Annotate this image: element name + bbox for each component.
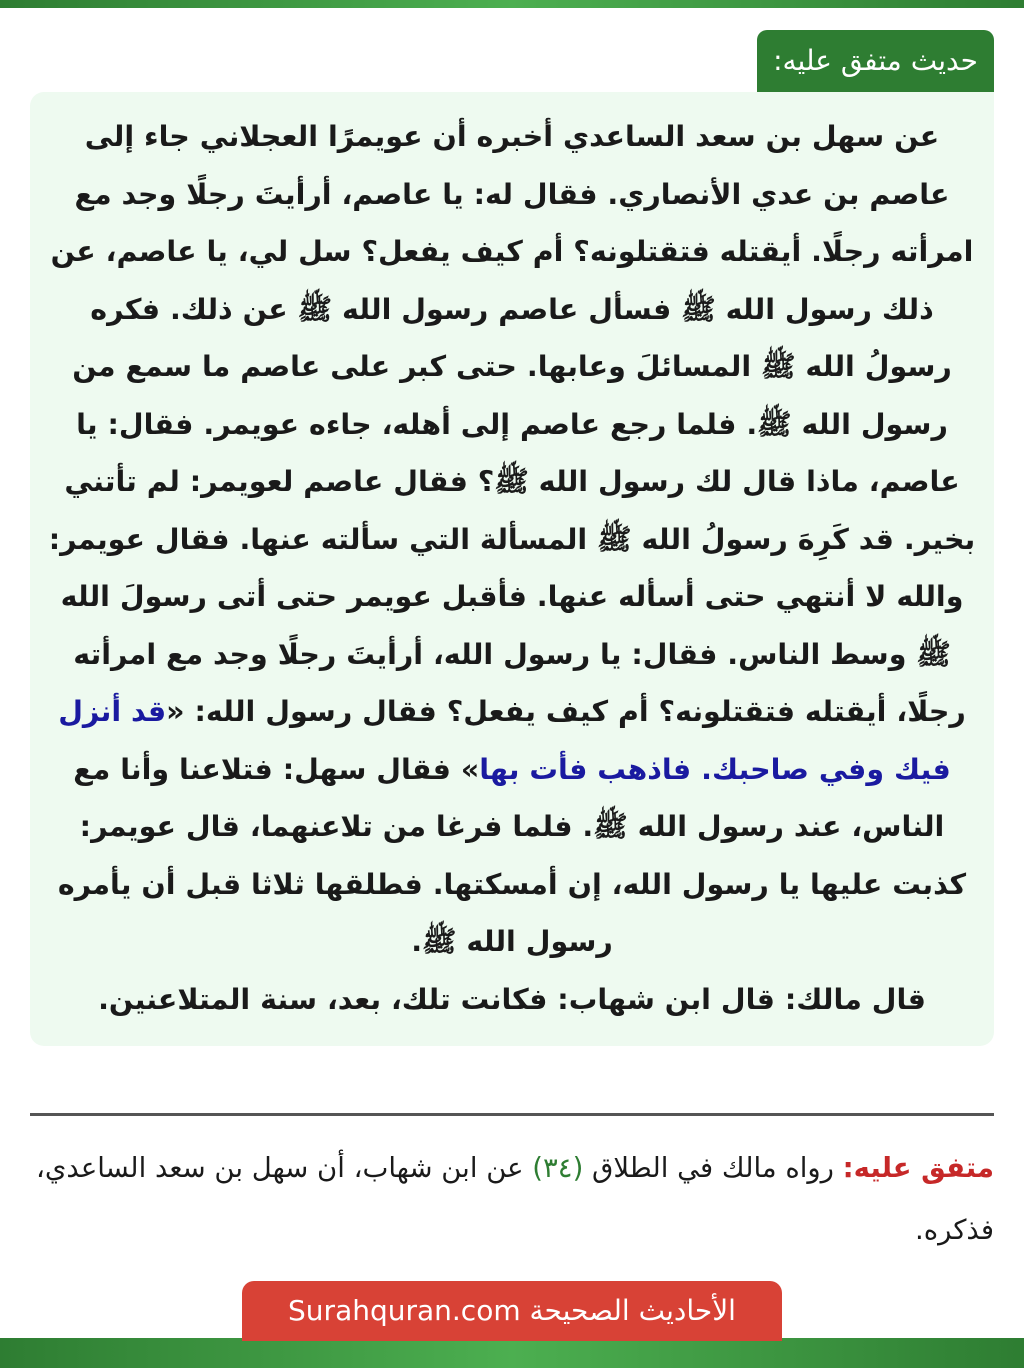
bottom-accent-bar: [0, 1338, 1024, 1368]
hadith-label: حديث متفق عليه:: [757, 30, 994, 92]
hadith-text: [48, 108, 976, 1028]
source-number: (٣٤): [532, 1152, 584, 1184]
hadith-box: [30, 92, 994, 1046]
top-accent-bar: [0, 0, 1024, 8]
hadith-text-part2: » فقال سهل: فتلاعنا وأنا مع الناس، عند رسول الله ﷺ. فلما فرغا من تلاعنهما، قال عويمر: كذبت عليها يا رسول الله، إن أمسكتها. فطلقها ثلاثا قبل أن يأمره رسول الله ﷺ.: [57, 752, 967, 958]
malik-note: قال مالك: قال ابن شهاب: فكانت تلك، بعد، سنة المتلاعنين.: [98, 982, 926, 1016]
site-link-button[interactable]: الأحاديث الصحيحة Surahquran.com: [242, 1281, 782, 1341]
source-text-before: رواه مالك في الطلاق: [583, 1152, 843, 1184]
divider: [30, 1113, 994, 1116]
source-citation: [30, 1137, 994, 1261]
hadith-text-part1: عن سهل بن سعد الساعدي أخبره أن عويمرًا العجلاني جاء إلى عاصم بن عدي الأنصاري. فقال له: يا عاصم، أرأيتَ رجلًا وجد مع امرأته رجلًا. أيقتله فتقتلونه؟ أم كيف يفعل؟ سل لي، يا عاصم، عن ذلك رسول الله ﷺ فسأل عاصم رسول الله ﷺ عن ذلك. فكره رسولُ الله ﷺ المسائلَ وعابها. حتى كبر على عاصم ما سمع من رسول الله ﷺ. فلما رجع عاصم إلى أهله، جاءه عويمر. فقال: يا عاصم، ماذا قال لك رسول الله ﷺ؟ فقال عاصم لعويمر: لم تأتني بخير. قد كَرِهَ رسولُ الله ﷺ المسألة التي سألته عنها. فقال عويمر: والله لا أنتهي حتى أسأله عنها. فأقبل عويمر حتى أتى رسولَ الله ﷺ وسط الناس. فقال: يا رسول الله، أرأيتَ رجلًا وجد مع امرأته رجلًا، أيقتله فتقتلونه؟ أم كيف يفعل؟ فقال رسول الله: «: [48, 120, 976, 728]
source-text-after: عن ابن شهاب، أن سهل بن سعد الساعدي، فذكره.: [36, 1152, 994, 1246]
source-label: متفق عليه:: [842, 1152, 994, 1184]
prophet-quote: قد أنزل فيك وفي صاحبك. فاذهب فأت بها: [58, 695, 951, 786]
